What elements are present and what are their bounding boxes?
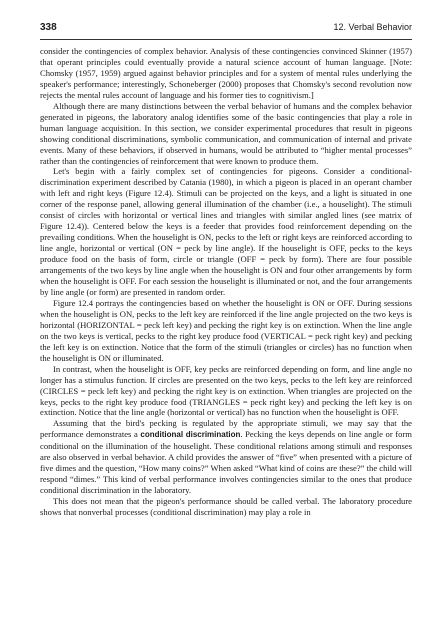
paragraph-text-before-term: Assuming that the bird's pecking is regulated by the appropriate stimuli, we may say that the performance demonstrates a — [40, 418, 412, 440]
paragraph-with-key-term — [40, 418, 412, 496]
paragraph-continuation: consider the contingencies of complex behavior. Analysis of these contingencies convinced Skinner (1957) that operant principles could eventually provide a natural science account of human language. [Note: Chomsky (1957, 1959) argued against behavior principles and for a system of mental rules underlying the speaker's performance; interestingly, Schoneberger (2000) proposes that Chomsky's second revolution now rejects the mental rules account of language and his former ties to cognitivism.] — [40, 46, 412, 100]
paragraph: Figure 12.4 portrays the contingencies based on whether the houselight is ON or OFF. During sessions when the houselight is ON, pecks to the left key are reinforced if the line angle projected on the two keys is horizontal (HORIZONTAL = peck left key) and pecking the right key is on extinction. When the line angle on the two keys is vertical, pecks to the right key produce food (VERTICAL = peck right key) and pecking the left key is on extinction. Notice that the form of the stimuli (triangles or circles) has no function when the houselight is ON or illuminated. — [40, 297, 412, 363]
paragraph: This does not mean that the pigeon's performance should be called verbal. The laboratory procedure shows that nonverbal processes (conditional discrimination) may play a role in — [40, 496, 412, 518]
running-head: 12. Verbal Behavior — [333, 22, 412, 32]
paragraph: Although there are many distinctions between the verbal behavior of humans and the complex behavior generated in pigeons, the laboratory analog identifies some of the basic contingencies that play a role in human language acquisition. In this section, we consider experimental procedures that result in pigeons showing conditional discriminations, symbolic communication, and communication of internal and private events. Many of these behaviors, if observed in humans, would be attributed to “higher mental processes” rather than the contingencies of reinforcement that were known to produce them. — [40, 100, 412, 166]
paragraph: Let's begin with a fairly complex set of contingencies for pigeons. Consider a conditional-discrimination experiment described by Catania (1980), in which a pigeon is placed in an operant chamber with left and right keys (Figure 12.4). Stimuli can be projected on the keys, and a light is situated in one corner of the response panel, allowing general illumination of the chamber (i.e., a houselight). The stimuli consist of circles with horizontal or vertical lines and triangles with similar angled lines (see matrix of Figure 12.4)). Centered below the keys is a feeder that provides food reinforcement depending on the prevailing conditions. When the houselight is ON, pecks to the left or right keys are reinforced according to line angle, horizontal or vertical (ON = peck by line angle). If the houselight is OFF, pecks to the keys produce food on the basis of form, circle or triangle (OFF = peck by form). There are four possible arrangements of the two keys by line angle when the houselight is ON and four other arrangements by form when the houselight is OFF. For each session the houselight is illuminated or not, and the four arrangements by line angle (or form) are presented in random order. — [40, 166, 412, 297]
body-text — [40, 46, 412, 518]
page-number: 338 — [40, 22, 57, 33]
key-term: conditional discrimination — [140, 430, 241, 440]
book-page — [40, 22, 412, 518]
paragraph-text-after-term: . Pecking the keys depends on line angle or form conditional on the illumination of the houselight. These conditional relations among stimuli and responses are also observed in verbal behavior. A child provides the answer of “five” when presented with a picture of five dimes and the question, “How many coins?” When asked “What kind of coins are these?” the child will respond “dimes.” This kind of verbal performance involves contingencies similar to the ones that produce conditional discrimination in the laboratory. — [40, 429, 412, 496]
page-header — [40, 22, 412, 40]
paragraph: In contrast, when the houselight is OFF, key pecks are reinforced depending on form, and line angle no longer has a stimulus function. If circles are presented on the two keys, pecks to the left key are reinforced (CIRCLES = peck left key) and pecking the right key is on extinction. When triangles are projected on the keys, pecks to the right key produce food (TRIANGLES = peck right key) and pecking the left key is on extinction. Notice that the line angle (horizontal or vertical) has no function when the houselight is OFF. — [40, 363, 412, 418]
